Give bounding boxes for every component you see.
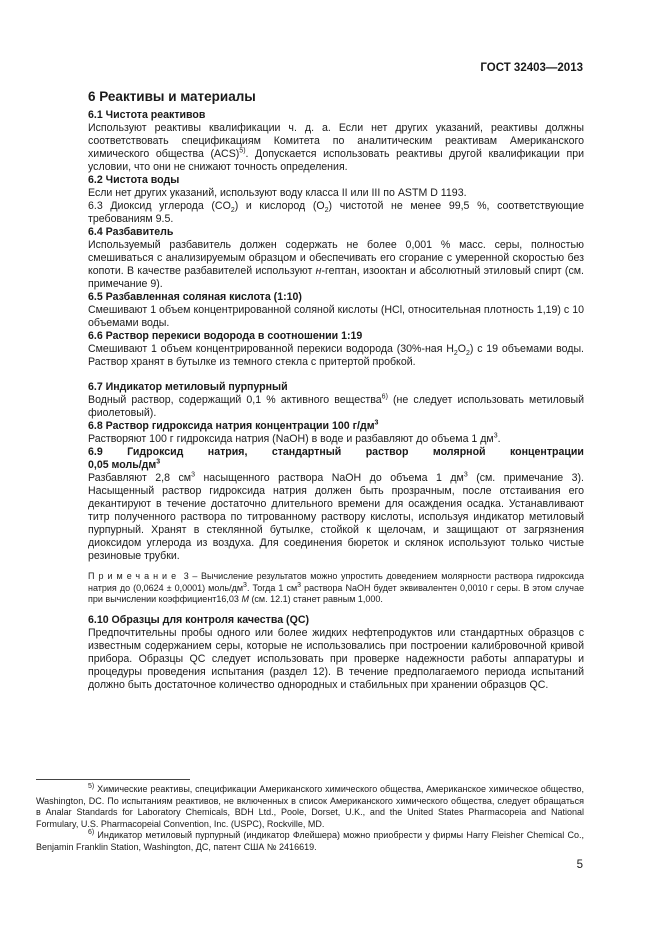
paragraph-6-2: Если нет других указаний, используют воду класса II или III по ASTM D 1193. — [88, 187, 467, 199]
document-code: ГОСТ 32403—2013 — [480, 62, 583, 74]
heading-6-6: 6.6 Раствор перекиси водорода в соотношении 1:19 — [88, 330, 363, 342]
note-3: Примечание 3 – Вычисление результатов можно упростить доведением молярности раствора гидроксида натрия до (0,0624 ± 0,0001) моль/$дм^3$. Тогда 1 $см^3$ раствора NaOH будет эквивалентен 0,0010 г серы. В этом случае при вычислении коэффициент16,03 M (см. 12.1) станет равным 1,000. — [88, 571, 584, 604]
paragraph-6-8: Растворяют 100 г гидроксида натрия (NaOH) в воде и разбавляют до объема 1 $дм^3$. — [88, 432, 501, 445]
paragraph-6-3: 6.3 Диоксид углерода $(CO_2)$ и кислород $(O_2)$ чистотой не менее 99,5 %, соответствующие требованиям 9.5. — [88, 200, 584, 225]
paragraph-6-6: Смешивают 1 объем концентрированной перекиси водорода (30%-ная $H_2O_2$) с 19 объемами воды. Раствор хранят в бутылке из темного стекла с притертой пробкой. — [88, 343, 585, 368]
footnote-divider — [36, 779, 190, 780]
heading-6-10: 6.10 Образцы для контроля качества (QC) — [88, 613, 310, 626]
section-title: 6 Реактивы и материалы — [88, 89, 256, 104]
heading-6-1: 6.1 Чистота реактивов — [88, 109, 206, 121]
paragraph-6-1: Используют реактивы квалификации ч. д. а. Если нет других указаний, реактивы должны соответствовать спецификациям Комитета по аналитическим реактивам Американского химического общества (ACS)$^{5)}$. Допускается использовать реактивы другой квалификации при условии, что они не снижают точность определения. — [88, 122, 585, 173]
heading-6-2: 6.2 Чистота воды — [88, 174, 180, 186]
heading-6-7: 6.7 Индикатор метиловый пурпурный — [88, 381, 288, 393]
heading-6-8: 6.8 Раствор гидроксида натрия концентрации 100 $г/дм^3$ — [88, 419, 379, 432]
paragraph-6-9: Разбавляют 2,8 $см^3$ насыщенного раствора NaOH до объема 1 $дм^3$ (см. примечание 3). Насыщенный раствор гидроксида натрия должен быть прозрачным, после отстаивания его декантируют в течение достаточно длительного времени для осаждения осадка. Устанавливают титр полученного раствора по титрованному раствору кислоты, используя индикатор метиловый пурпурный. Хранят в стеклянной бутылке, стойкой к щелочам, и защищают от загрязнения диоксидом углерода из воздуха. Для соединения бюреток и склянок используют только чистые резиновые трубки. — [88, 471, 584, 562]
paragraph-6-7: Водный раствор, содержащий 0,1 % активного вещества$^{6)}$ (не следует использовать метиловый фиолетовый). — [88, 393, 584, 419]
heading-6-5: 6.5 Разбавленная соляная кислота (1:10) — [88, 291, 302, 303]
heading-6-9-line2: 0,05 моль/$дм^3$ — [88, 458, 161, 471]
footnote-6: $^{6)}$ Индикатор метиловый пурпурный (индикатор Флейшера) можно приобрести у фирмы Harry Fleisher Chemical Co., Benjamin Franklin Station, Washington, ДС, патент США № 2416619. — [36, 829, 584, 852]
paragraph-6-5: Смешивают 1 объем концентрированной соляной кислоты (HCl, относительная плотность 1,19) с 10 объемами воды. — [88, 304, 584, 329]
heading-6-4: 6.4 Разбавитель — [88, 226, 174, 238]
paragraph-6-10: Предпочтительны пробы одного или более жидких нефтепродуктов или стандартных образцов с известным содержанием серы, которые не использовались при построении калибровочной кривой прибора. Образцы QC следует использовать при проверке надежности работы аппаратуры и процедуры проведения испытания (раздел 12). В течение предполагаемого периода испытаний должно быть достаточное количество однородных и стабильных при хранении образцов QC. — [88, 626, 584, 691]
heading-6-9: 6.9 Гидроксид натрия, стандартный раствор молярной концентрации — [88, 446, 584, 458]
page-content — [88, 90, 584, 692]
footnote-5: $^{5)}$ Химические реактивы, спецификации Американского химического общества, Американское химическое общество, Washington, DC. По испытаниям реактивов, не включенных в список Американского химического общества, следует обращаться в Analar Standards for Laboratory Chemicals, BDH Ltd., Poole, Dorset, U.K., and the United States Pharmacopeia and National Formulary, U.S. Pharmacopeial Convention, Inc. (USPC), Rockville, MD. — [36, 783, 584, 829]
footnotes — [36, 784, 584, 853]
paragraph-6-4: Используемый разбавитель должен содержать не более 0,001 % масс. серы, полностью смешиваться с анализируемым образцом и обеспечивать его сгорание с умеренной скоростью без копоти. В качестве разбавителей используют н-гептан, изооктан и абсолютный этиловый спирт (см. примечание 9). — [88, 239, 584, 290]
page-number: 5 — [576, 859, 583, 871]
